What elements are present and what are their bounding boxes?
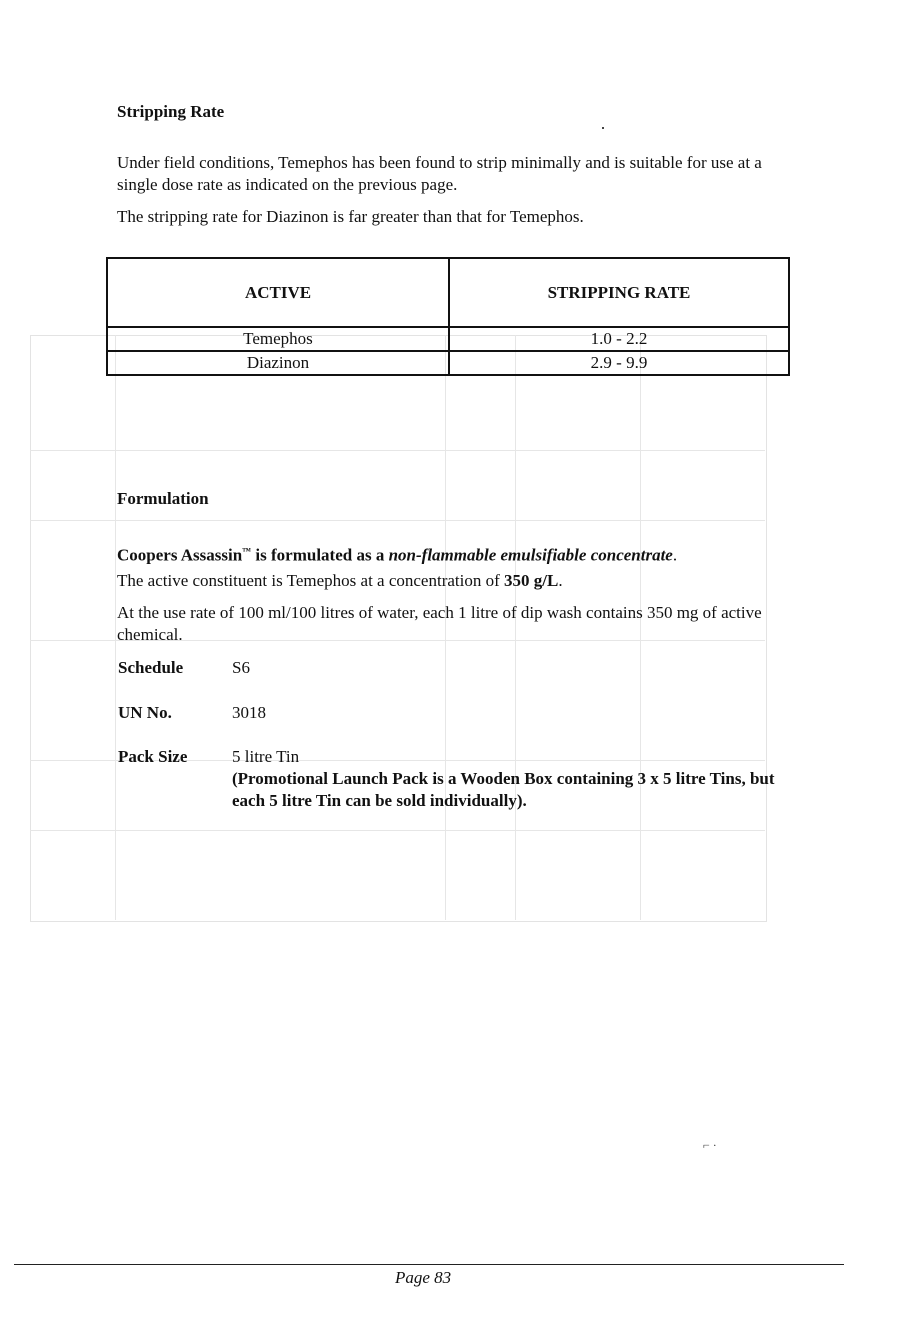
bleed-through-rule <box>30 520 765 521</box>
table-row <box>107 351 789 375</box>
schedule-value: S6 <box>232 658 250 677</box>
bleed-through-rule <box>30 450 765 451</box>
pack-size-label: Pack Size <box>118 747 188 766</box>
table-cell-active: Temephos <box>107 327 449 351</box>
table-cell-rate: 2.9 - 9.9 <box>449 351 789 375</box>
scan-mark: ⌐ · <box>703 1138 717 1152</box>
stripping-paragraph-1: Under field conditions, Temephos has been found to strip minimally and is suitable for use at a single dose rate as indicated on the previous page. <box>117 153 762 194</box>
un-number-label: UN No. <box>118 703 172 722</box>
formulation-line-1 <box>117 540 782 567</box>
concentration-text: The active constituent is Temephos at a concentration of <box>117 571 505 590</box>
un-number-value: 3018 <box>232 703 266 722</box>
formulation-heading: Formulation <box>117 489 209 508</box>
stripping-rate-table <box>106 257 790 376</box>
formulation-period: . <box>672 545 678 565</box>
table-cell-active: Diazinon <box>107 351 449 375</box>
pack-size-note: (Promotional Launch Pack is a Wooden Box containing 3 x 5 litre Tins, but each 5 litre Tin can be sold individually). <box>232 769 775 810</box>
table-row <box>107 327 789 351</box>
concentration-period: . <box>558 571 563 590</box>
formulation-line-2 <box>117 570 782 592</box>
pack-size-value: 5 litre Tin <box>232 747 300 766</box>
brand-name: Coopers Assassin <box>117 545 243 565</box>
trademark-sign: ™ <box>242 546 252 556</box>
stripping-paragraph-2: The stripping rate for Diazinon is far greater than that for Temephos. <box>117 207 584 226</box>
stripping-rate-heading: Stripping Rate <box>117 102 225 121</box>
concentration-value: 350 g/L <box>504 571 559 590</box>
bleed-through-rule <box>115 335 116 920</box>
table-header-stripping-rate: STRIPPING RATE <box>449 258 789 327</box>
footer-divider <box>14 1264 844 1265</box>
formulation-line-3: At the use rate of 100 ml/100 litres of water, each 1 litre of dip wash contains 350 mg of active chemical. <box>117 603 762 644</box>
table-cell-rate: 1.0 - 2.2 <box>449 327 789 351</box>
formulation-type: non-flammable emulsifiable concentrate <box>388 545 673 565</box>
page-number: Page 83 <box>395 1268 452 1287</box>
table-header-active: ACTIVE <box>107 258 449 327</box>
speck-dot <box>602 127 604 129</box>
bleed-through-rule <box>30 830 765 831</box>
table-header-row <box>107 258 789 327</box>
formulation-text: is formulated as a <box>251 545 389 565</box>
schedule-label: Schedule <box>118 658 184 677</box>
